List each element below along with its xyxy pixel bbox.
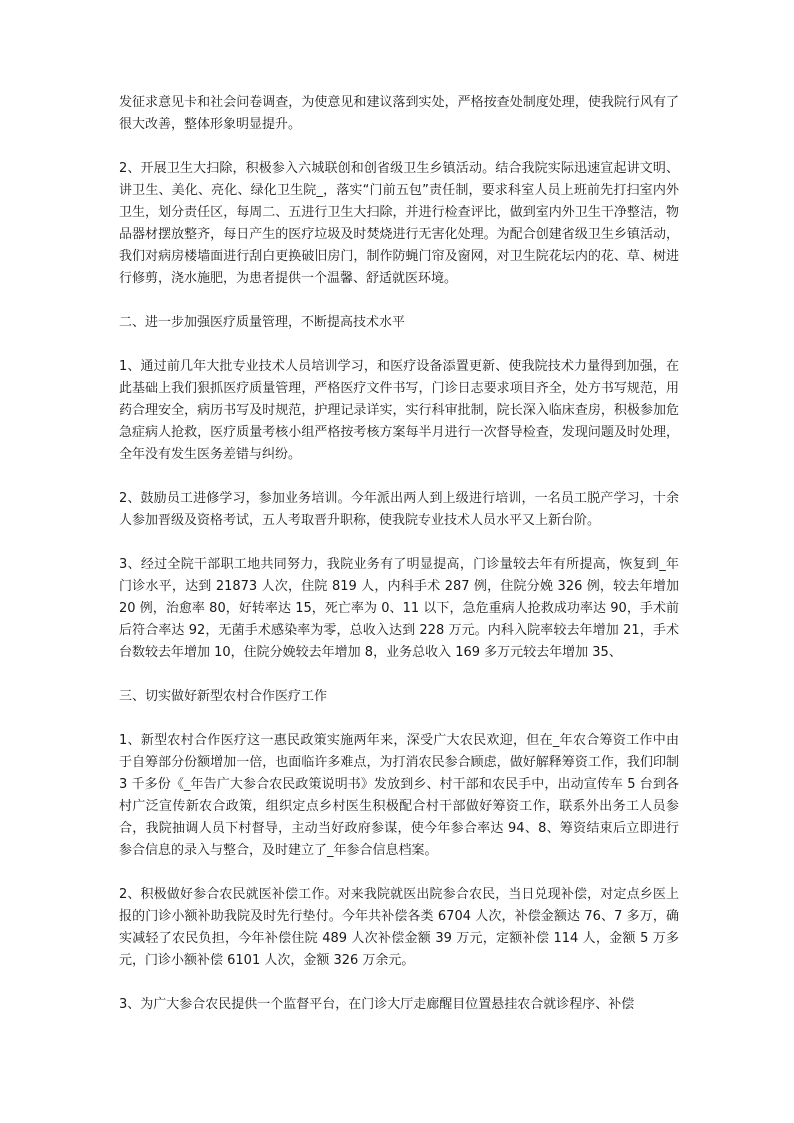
paragraph: 发征求意见卡和社会问卷调查，为使意见和建议落到实处，严格按查处制度处理，使我院行风有了很大改善，整体形象明显提升。 xyxy=(119,95,679,132)
section-heading: 三、切实做好新型农村合作医疗工作 xyxy=(119,689,328,704)
paragraph: 3、经过全院干部职工地共同努力，我院业务有了明显提高，门诊量较去年有所提高，恢复到_年门诊水平，达到 21873 人次，住院 819 人，内科手术 287 例，住院分娩 326 例，较去年增加 20 例，治愈率 80，好转率达 15，死亡率为 0、11 以下，急危重病人抢救成功率达 90，手术前后符合率达 92，无菌手术感染率为零，总收入达到 228 万元。内科入院率较去年增加 21，手术台数较去年增加 10，住院分娩较去年增加 8，业务总收入 169 多万元较去年增加 35、 xyxy=(119,557,679,660)
paragraph: 2、开展卫生大扫除，积极参入六城联创和创省级卫生乡镇活动。结合我院实际迅速宣起讲文明、讲卫生、美化、亮化、绿化卫生院_，落实“门前五包”责任制，要求科室人员上班前先打扫室内外卫生，划分责任区，每周二、五进行卫生大扫除，并进行检查评比，做到室内外卫生干净整洁，物品器材摆放整齐，每日产生的医疗垃圾及时焚烧进行无害化处理。为配合创建省级卫生乡镇活动，我们对病房楼墙面进行刮白更换破旧房门，制作防蝇门帘及窗网，对卫生院花坛内的花、草、树进行修剪，浇水施肥，为患者提供一个温馨、舒适就医环境。 xyxy=(119,161,679,286)
document-body xyxy=(119,92,679,1038)
section-heading: 二、进一步加强医疗质量管理，不断提高技术水平 xyxy=(119,315,406,330)
paragraph: 1、通过前几年大批专业技术人员培训学习，和医疗设备添置更新、使我院技术力量得到加强，在此基础上我们狠抓医疗质量管理，严格医疗文件书写，门诊日志要求项目齐全，处方书写规范，用药合理安全，病历书写及时规范，护理记录详实，实行科审批制，院长深入临床查房，积极参加危急症病人抢救，医疗质量考核小组严格按考核方案每半月进行一次督导检查，发现问题及时处理，全年没有发生医务差错与纠纷。 xyxy=(119,359,679,462)
paragraph: 3、为广大参合农民提供一个监督平台，在门诊大厅走廊醒目位置悬挂农合就诊程序、补偿 xyxy=(119,997,635,1012)
paragraph: 2、积极做好参合农民就医补偿工作。对来我院就医出院参合农民，当日兑现补偿，对定点乡医上报的门诊小额补助我院及时先行垫付。今年共补偿各类 6704 人次，补偿金额达 76、7 多万，确实减轻了农民负担，今年补偿住院 489 人次补偿金额 39 万元，定额补偿 114 人，金额 5 万多元，门诊小额补偿 6101 人次，金额 326 万余元。 xyxy=(119,887,679,968)
paragraph: 2、鼓励员工进修学习，参加业务培训。今年派出两人到上级进行培训，一名员工脱产学习，十余人参加晋级及资格考试，五人考取晋升职称，使我院专业技术人员水平又上新台阶。 xyxy=(119,491,679,528)
paragraph: 1、新型农村合作医疗这一惠民政策实施两年来，深受广大农民欢迎，但在_年农合筹资工作中由于自筹部分份额增加一倍，也面临许多难点，为打消农民参合顾虑，做好解释筹资工作，我们印制 3 千多份《_年告广大参合农民政策说明书》发放到乡、村干部和农民手中，出动宣传车 5 台到各村广泛宣传新农合政策，组织定点乡村医生积极配合村干部做好筹资工作，联系外出务工人员参合，我院抽调人员下村督导，主动当好政府参谋，使今年参合率达 94、8、筹资结束后立即进行参合信息的录入与整合，及时建立了_年参合信息档案。 xyxy=(119,733,679,858)
